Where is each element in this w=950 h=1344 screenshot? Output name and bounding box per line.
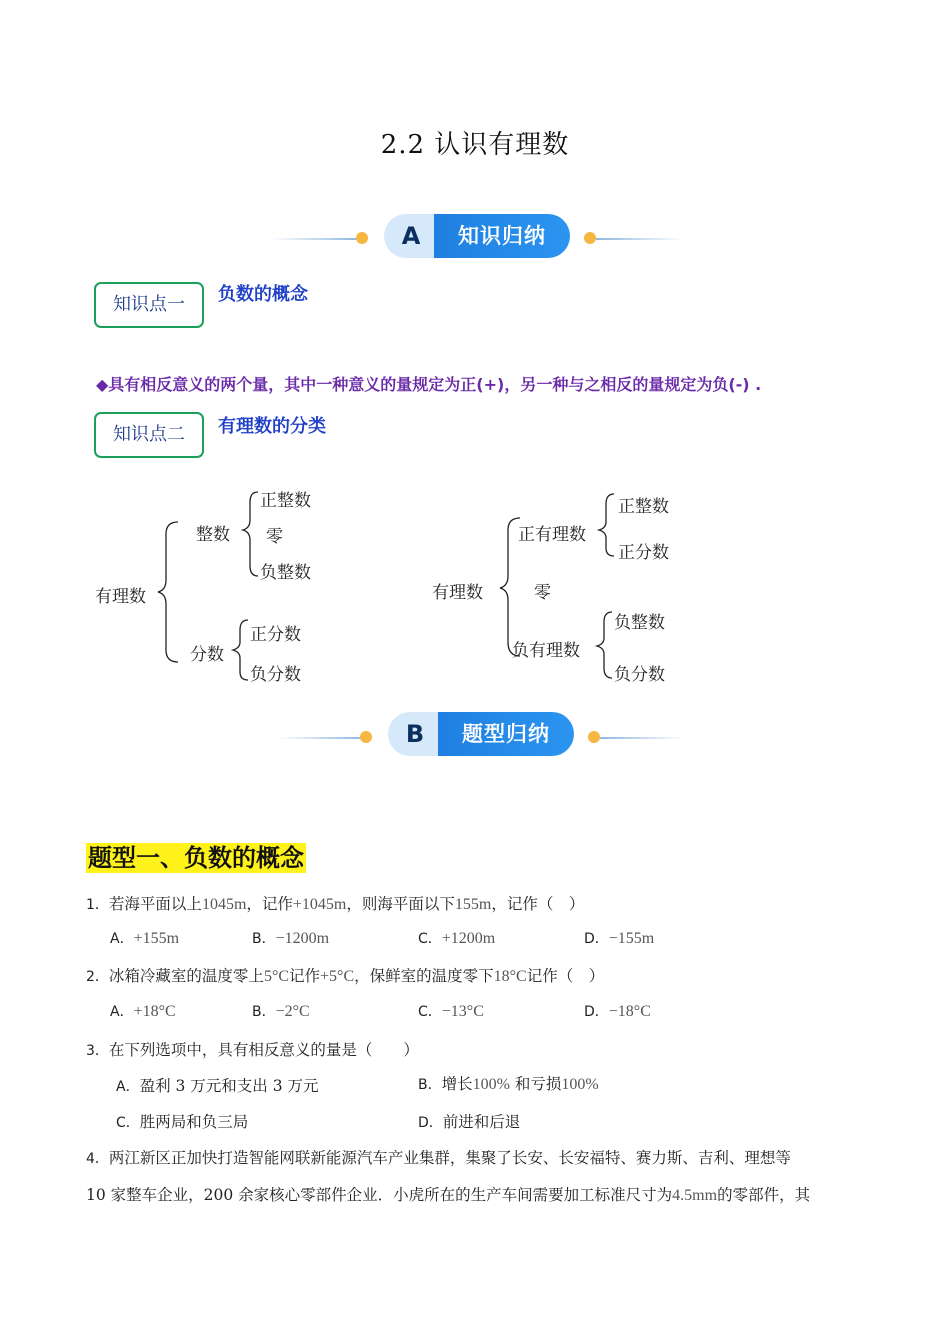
question-4-line-1 xyxy=(86,1146,791,1168)
question-1-text-3: ，则海平面以下 xyxy=(346,895,455,913)
question-2-text-1: 冰箱冷藏室的温度零上 xyxy=(108,967,264,985)
left-zero-label: 零 xyxy=(266,527,283,547)
question-3-number: 3． xyxy=(86,1043,109,1059)
banner-b-left-line xyxy=(276,737,362,739)
question-4-line-2 xyxy=(86,1183,810,1205)
option-label: C． xyxy=(116,1115,140,1131)
banner-a-label: 知识归纳 xyxy=(434,214,570,258)
question-2-option-d[interactable] xyxy=(584,1001,651,1021)
option-label: B． xyxy=(418,1077,442,1093)
knowledge-point-2-title: 有理数的分类 xyxy=(218,416,326,437)
banner-b xyxy=(388,712,574,756)
option-value: −18°C xyxy=(608,1003,651,1020)
knowledge-point-1-title: 负数的概念 xyxy=(218,284,308,305)
right-negative-rational-label: 负有理数 xyxy=(512,641,580,661)
left-fraction-brace xyxy=(233,620,248,680)
question-2-math-2: +5°C xyxy=(320,968,355,985)
question-4-text-2: 10 家整车企业，200 余家核心零部件企业．小虎所在的生产车间需要加工标准尺寸为 xyxy=(86,1186,673,1204)
option-label: A． xyxy=(116,1079,140,1095)
question-2-option-a[interactable] xyxy=(110,1001,176,1021)
left-root-brace xyxy=(158,522,178,662)
question-2 xyxy=(86,964,604,986)
question-1-text-2: ，记作 xyxy=(246,895,293,913)
question-3 xyxy=(86,1038,419,1060)
question-1-text-1: 若海平面以上 xyxy=(108,895,202,913)
option-math-1: 100% xyxy=(472,1076,510,1093)
banner-a-letter: A xyxy=(384,214,438,258)
right-negative-integer-label: 负整数 xyxy=(614,613,665,633)
right-negative-fraction-label: 负分数 xyxy=(614,665,665,685)
right-positive-fraction-label: 正分数 xyxy=(618,543,669,563)
option-value: +18°C xyxy=(133,1003,176,1020)
question-3-option-c[interactable] xyxy=(116,1110,248,1132)
question-1-number: 1． xyxy=(86,897,109,913)
right-positive-rational-label: 正有理数 xyxy=(518,525,586,545)
question-1 xyxy=(86,892,584,914)
banner-b-right-dot xyxy=(588,731,600,743)
option-label: B． xyxy=(252,1004,276,1020)
option-text-2: 和亏损 xyxy=(509,1075,562,1093)
question-1-math-3: 155m xyxy=(454,896,492,913)
option-text-1: 增长 xyxy=(441,1075,473,1093)
left-integer-label: 整数 xyxy=(196,525,230,545)
banner-b-left-dot xyxy=(360,731,372,743)
section-1-heading-text: 题型一、负数的概念 xyxy=(88,844,304,872)
knowledge-point-2-box: 知识点二 xyxy=(94,412,204,458)
option-label: A． xyxy=(110,1004,134,1020)
question-2-text-4: 记作（ ） xyxy=(526,967,605,985)
option-label: A． xyxy=(110,931,134,947)
question-2-option-c[interactable] xyxy=(418,1001,484,1021)
right-root-label: 有理数 xyxy=(432,583,483,603)
option-label: C． xyxy=(418,931,442,947)
banner-b-letter: B xyxy=(388,712,442,756)
question-2-number: 2． xyxy=(86,969,109,985)
right-negative-brace xyxy=(597,612,612,678)
option-value: +1200m xyxy=(441,930,496,947)
question-1-option-c[interactable] xyxy=(418,928,495,948)
option-label: D． xyxy=(584,931,609,947)
question-3-option-d[interactable] xyxy=(418,1110,520,1132)
left-positive-fraction-label: 正分数 xyxy=(250,625,301,645)
knowledge-point-1-box: 知识点一 xyxy=(94,282,204,328)
question-4-number: 4． xyxy=(86,1151,109,1167)
option-value: 前进和后退 xyxy=(442,1113,521,1131)
banner-b-right-line xyxy=(600,737,686,739)
option-label: D． xyxy=(418,1115,443,1131)
option-value: 胜两局和负三局 xyxy=(139,1113,249,1131)
left-root-label: 有理数 xyxy=(95,587,146,607)
question-4-text-1: 两江新区正加快打造智能网联新能源汽车产业集群，集聚了长安、长安福特、赛力斯、吉利、理想等 xyxy=(108,1149,791,1167)
negative-number-definition: ◆具有相反意义的两个量，其中一种意义的量规定为正(+)，另一种与之相反的量规定为负(-) . xyxy=(96,375,762,394)
section-1-heading xyxy=(86,838,306,873)
question-1-option-d[interactable] xyxy=(584,928,654,948)
question-2-option-b[interactable] xyxy=(252,1001,310,1021)
left-negative-fraction-label: 负分数 xyxy=(250,665,301,685)
left-negative-integer-label: 负整数 xyxy=(260,563,311,583)
option-value: −13°C xyxy=(441,1003,484,1020)
page-title: 2.2 认识有理数 xyxy=(380,130,570,160)
option-value: −155m xyxy=(608,930,655,947)
option-label: B． xyxy=(252,931,276,947)
question-1-option-b[interactable] xyxy=(252,928,329,948)
question-3-text: 在下列选项中，具有相反意义的量是（ ） xyxy=(108,1041,419,1059)
question-2-text-2: 记作 xyxy=(289,967,321,985)
question-4-text-3: 的零部件，其 xyxy=(717,1186,811,1204)
right-positive-integer-label: 正整数 xyxy=(618,497,669,517)
option-label: C． xyxy=(418,1004,442,1020)
left-positive-integer-label: 正整数 xyxy=(260,491,311,511)
question-3-option-b[interactable] xyxy=(418,1072,599,1094)
question-2-text-3: ，保鲜室的温度零下 xyxy=(354,967,494,985)
option-label: D． xyxy=(584,1004,609,1020)
option-math-2: 100% xyxy=(561,1076,599,1093)
option-value: −1200m xyxy=(275,930,330,947)
question-1-math-2: +1045m xyxy=(292,896,347,913)
left-fraction-label: 分数 xyxy=(190,645,224,665)
right-positive-brace xyxy=(599,494,614,556)
question-4-math-1: 4.5mm xyxy=(672,1187,718,1204)
option-value: 盈利 3 万元和支出 3 万元 xyxy=(139,1077,319,1095)
question-1-text-4: ，记作（ ） xyxy=(491,895,585,913)
right-zero-label: 零 xyxy=(534,583,551,603)
question-2-math-1: 5°C xyxy=(263,968,290,985)
question-2-math-3: 18°C xyxy=(493,968,527,985)
question-1-option-a[interactable] xyxy=(110,928,179,948)
question-1-math-1: 1045m xyxy=(201,896,247,913)
option-value: −2°C xyxy=(275,1003,310,1020)
option-value: +155m xyxy=(133,930,180,947)
left-integer-brace xyxy=(243,492,258,576)
question-3-option-a[interactable] xyxy=(116,1074,319,1096)
banner-b-label: 题型归纳 xyxy=(438,712,574,756)
